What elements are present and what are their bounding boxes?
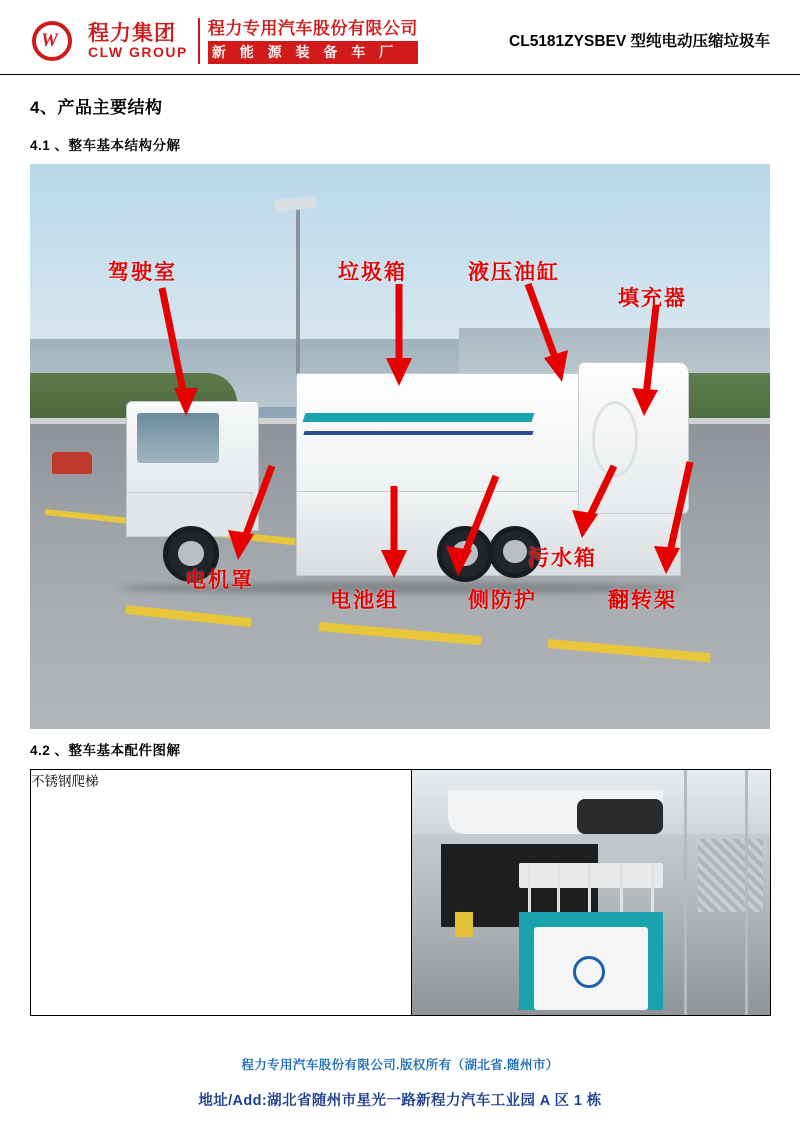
- annotation-arrow-tipping-frame: [648, 460, 708, 580]
- header-logo-divider: [198, 18, 200, 64]
- annotation-arrow-hydraulic-cylinder: [520, 282, 580, 392]
- photo-frame-post: [684, 770, 687, 1015]
- company-logo: [30, 17, 188, 65]
- annotation-arrow-garbage-box: [375, 282, 425, 392]
- table-row: [31, 770, 771, 1016]
- page-footer: [0, 1055, 800, 1110]
- truck-stripe-blue: [303, 431, 534, 435]
- company-name-block: [208, 18, 418, 64]
- photo-ladder-rail: [557, 863, 560, 917]
- logo-monogram: W: [41, 30, 58, 51]
- document-title: CL5181ZYSBEV 型纯电动压缩垃圾车: [509, 33, 770, 50]
- company-full-name: 程力专用汽车股份有限公司: [207, 18, 418, 38]
- footer-address: 地址/Add:湖北省随州市星光一路新程力汽车工业园 A 区 1 栋: [198, 1093, 602, 1109]
- clw-logo-icon: [30, 17, 82, 65]
- truck-stripe-teal: [302, 413, 534, 422]
- truck-structure-figure: [30, 164, 770, 729]
- logo-text-block: [88, 23, 188, 60]
- annotation-arrow-filler: [630, 304, 680, 424]
- annotation-arrow-battery-pack: [370, 484, 420, 584]
- annotation-label-garbage-box: 垃圾箱: [338, 261, 407, 284]
- annotation-arrow-cab: [148, 284, 208, 424]
- photo-ladder-rail: [588, 863, 591, 917]
- annotation-label-filler: 填充器: [618, 287, 687, 310]
- subsection-heading-4-1: 4.1 、整车基本结构分解: [30, 138, 181, 153]
- photo-yellow-marker: [455, 912, 473, 937]
- page-header: [0, 0, 800, 72]
- annotation-label-side-guard: 侧防护: [468, 589, 537, 612]
- light-pole: [296, 204, 300, 390]
- part-name-cell: 不锈钢爬梯: [31, 770, 412, 1016]
- part-photo-cell: [412, 770, 771, 1016]
- annotation-arrow-motor-cover: [228, 464, 288, 564]
- logo-english-name: CLW GROUP: [88, 43, 188, 60]
- section-heading: 4、产品主要结构: [30, 98, 163, 117]
- footer-copyright: 程力专用汽车股份有限公司.版权所有（湖北省.随州市）: [241, 1058, 559, 1072]
- photo-ladder-rails: [519, 863, 662, 917]
- annotation-label-battery-pack: 电池组: [330, 589, 399, 612]
- background-red-car: [52, 452, 92, 474]
- logo-chinese-name: 程力集团: [88, 21, 176, 45]
- annotation-label-cab: 驾驶室: [108, 261, 177, 284]
- parts-diagram-table: [30, 769, 771, 1016]
- subsection-heading-4-2: 4.2 、整车基本配件图解: [30, 743, 181, 758]
- photo-air-tank: [577, 799, 663, 833]
- annotation-label-tipping-frame: 翻转架: [608, 589, 677, 612]
- photo-ladder-rail: [620, 863, 623, 917]
- annotation-label-hydraulic-cylinder: 液压油缸: [468, 261, 560, 284]
- page-content: [0, 75, 800, 1016]
- company-division-name: 新 能 源 装 备 车 厂: [208, 41, 418, 64]
- annotation-arrow-side-guard: [442, 474, 512, 582]
- annotation-label-motor-cover: 电机罩: [185, 569, 254, 592]
- annotation-label-sewage-tank: 污水箱: [528, 547, 597, 570]
- annotation-arrow-sewage-tank: [570, 464, 630, 544]
- photo-frame-post: [745, 770, 748, 1015]
- photo-ladder-rail: [528, 863, 531, 917]
- photo-mesh-grating: [698, 839, 762, 913]
- photo-ladder-rail: [651, 863, 654, 917]
